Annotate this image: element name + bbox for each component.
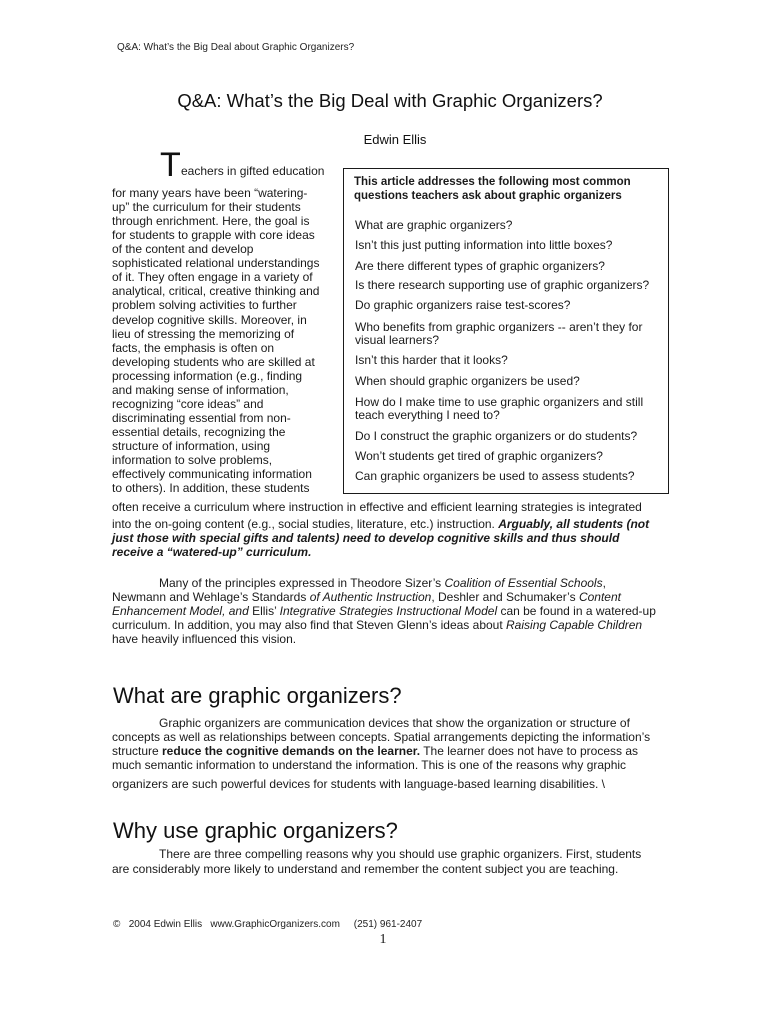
intro-line: for students to grapple with core ideas [112,228,315,242]
question-item: Do I construct the graphic organizers or do students? [355,429,638,443]
intro-line: structure of information, using [112,439,271,453]
principles-line [159,576,606,590]
text-run: Many of the principles expressed in Theodore Sizer’s [159,576,445,590]
question-item: Can graphic organizers be used to assess students? [355,469,635,483]
article-title: Q&A: What’s the Big Deal with Graphic Organizers? [177,90,603,111]
italic-text: Enhancement Model, and [112,604,249,618]
emphasis-line: just those with special gifts and talents) need to develop cognitive skills and thus should [112,531,620,545]
text-run: structure [112,744,163,758]
intro-line: analytical, critical, creative thinking and [112,284,320,298]
section-line: concepts as well as relationships between concepts. Spatial arrangements depicting the information’s [112,730,651,744]
page-footer: © 2004 Edwin Ellis www.GraphicOrganizers.com (251) 961-2407 [113,919,423,930]
italic-text: Content [578,590,621,604]
intro-line: lieu of stressing the memorizing of [112,327,295,341]
section-line: much semantic information to understand the information. This is one of the reasons why graphic [112,758,627,772]
text-run: The learner does not have to process as [420,744,639,758]
text-run: curriculum. In addition, you may also find that Steven Glenn’s ideas about [112,618,507,632]
intro-line [112,517,649,531]
author-name: Edwin Ellis [363,132,427,147]
question-item: Isn’t this just putting information into little boxes? [355,238,613,252]
callout-heading: questions teachers ask about graphic organizers [354,190,622,202]
intro-line: of the content and develop [112,242,254,256]
intro-line: information to solve problems, [112,453,273,467]
principles-line [112,590,621,604]
question-item: What are graphic organizers? [355,218,513,232]
principles-line: have heavily influenced this vision. [112,632,297,646]
question-item: teach everything I need to? [355,408,500,422]
intro-line: effectively communicating information [112,467,312,481]
section-line: are considerably more likely to understand and remember the content subject you are teaching. [112,862,619,876]
drop-cap: T [160,146,181,184]
text-run: into the on-going content (e.g., social studies, literature, etc.) instruction. [112,517,499,531]
question-item: Isn’t this harder that it looks? [355,353,508,367]
text-run: , [602,576,606,590]
intro-line: discriminating essential from non- [112,411,291,425]
section-line [112,744,638,758]
question-item: Do graphic organizers raise test-scores? [355,298,571,312]
intro-line: of it. They often engage in a variety of [112,270,313,284]
intro-line: recognizing “core ideas” and [112,397,264,411]
text-run: , Deshler and Schumaker’s [431,590,579,604]
section-line: organizers are such powerful devices for students with language-based learning disabilities. \ [112,777,605,791]
section-line: There are three compelling reasons why you should use graphic organizers. First, students [159,847,642,861]
text-run: can be found in a watered-up [497,604,656,618]
intro-line: for many years have been “watering- [112,186,308,200]
emphasis-line: receive a “watered-up” curriculum. [112,545,312,559]
callout-heading: This article addresses the following most common [354,176,631,188]
text-run: Ellis’ [248,604,280,618]
bold-text: reduce the cognitive demands on the learner. [162,744,421,758]
intro-line: and making sense of information, [112,383,289,397]
question-item: visual learners? [355,333,440,347]
section-line: Graphic organizers are communication devices that show the organization or structure of [159,716,630,730]
question-item: How do I make time to use graphic organizers and still [355,395,644,409]
intro-line: problem solving activities to further [112,298,297,312]
italic-text: Coalition of Essential Schools [444,576,603,590]
question-item: When should graphic organizers be used? [355,374,580,388]
page-number: 1 [379,932,387,947]
principles-line [112,618,642,632]
text-run: Newmann and Wehlage’s Standards [112,590,310,604]
running-header: Q&A: What’s the Big Deal about Graphic Organizers? [117,42,355,53]
intro-line: through enrichment. Here, the goal is [112,214,310,228]
italic-text: of Authentic Instruction [309,590,432,604]
question-item: Is there research supporting use of graphic organizers? [355,278,650,292]
intro-line: up” the curriculum for their students [112,200,301,214]
intro-line: facts, the emphasis is often on [112,341,275,355]
intro-line: processing information (e.g., finding [112,369,303,383]
intro-line: developing students who are skilled at [112,355,315,369]
intro-line: to others). In addition, these students [112,481,310,495]
question-item: Won’t students get tired of graphic organizers? [355,449,603,463]
intro-line: sophisticated relational understandings [112,256,320,270]
section-heading: What are graphic organizers? [113,683,402,708]
intro-line: often receive a curriculum where instruction in effective and efficient learning strategies is integrated [112,500,642,514]
intro-line: eachers in gifted education [181,164,325,178]
section-heading: Why use graphic organizers? [113,818,398,843]
question-item: Are there different types of graphic organizers? [355,259,605,273]
emphasis-text: Arguably, all students (not [498,517,650,531]
question-item: Who benefits from graphic organizers -- aren’t they for [355,320,643,334]
italic-text: Raising Capable Children [506,618,643,632]
intro-line: develop cognitive skills. Moreover, in [112,313,307,327]
italic-text: Integrative Strategies Instructional Model [279,604,498,618]
intro-line: essential details, recognizing the [112,425,286,439]
principles-line [112,604,656,618]
